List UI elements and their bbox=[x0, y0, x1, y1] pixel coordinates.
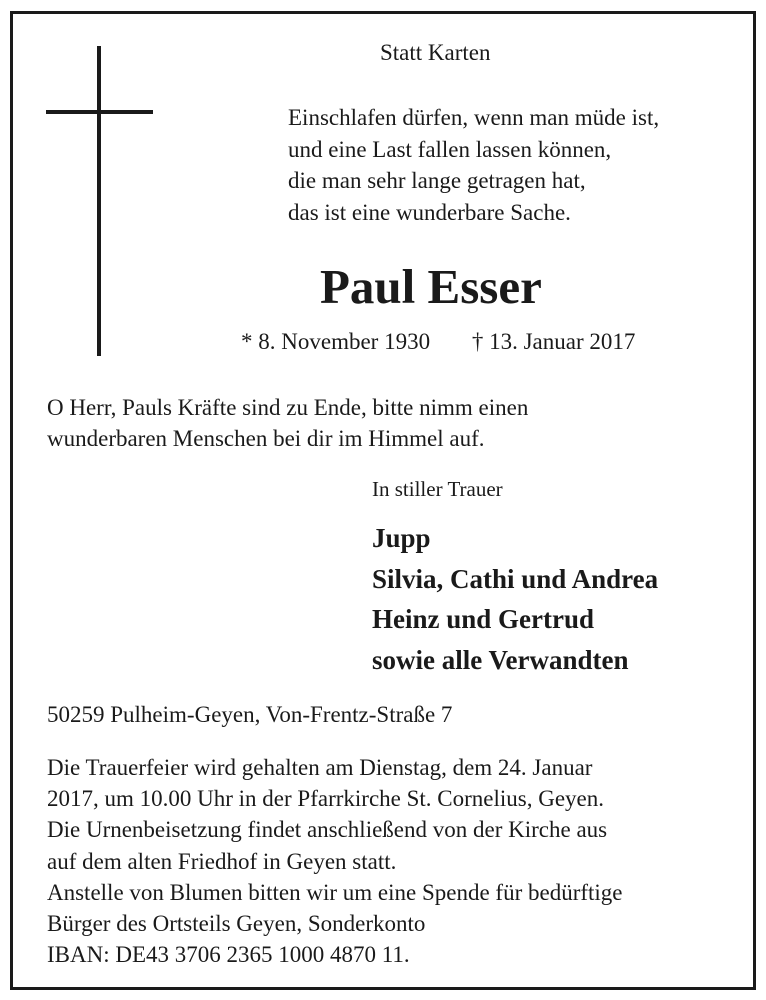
poem-verse bbox=[288, 102, 659, 228]
cross-vertical-bar bbox=[97, 46, 101, 356]
details-line: Bürger des Ortsteils Geyen, Sonderkonto bbox=[47, 911, 426, 937]
mourner-entry: Jupp bbox=[372, 523, 431, 553]
mourners-list bbox=[372, 518, 658, 680]
notice-header: Statt Karten bbox=[380, 40, 491, 65]
mourning-intro: In stiller Trauer bbox=[372, 477, 503, 501]
details-line: 2017, um 10.00 Uhr in der Pfarrkirche St. Cornelius, Geyen. bbox=[47, 786, 605, 812]
poem-line: die man sehr lange getragen hat, bbox=[288, 168, 586, 193]
poem-line: das ist eine wunderbare Sache. bbox=[288, 199, 571, 225]
mourner-entry: sowie alle Verwandten bbox=[372, 644, 629, 675]
prayer-line: wunderbaren Menschen bei dir im Himmel auf. bbox=[47, 426, 485, 451]
details-line: Anstelle von Blumen bitten wir um eine Spende für bedürftige bbox=[47, 879, 623, 905]
death-date: † 13. Januar 2017 bbox=[471, 329, 636, 354]
poem-line: Einschlafen dürfen, wenn man müde ist, bbox=[288, 105, 660, 130]
prayer-text bbox=[47, 392, 528, 454]
mourner-entry: Silvia, Cathi und Andrea bbox=[372, 563, 659, 594]
poem-line: und eine Last fallen lassen können, bbox=[288, 136, 612, 162]
details-line: Die Urnenbeisetzung findet anschließend von der Kirche aus bbox=[47, 817, 608, 843]
mourner-entry: Heinz und Gertrud bbox=[372, 604, 595, 634]
life-dates bbox=[241, 329, 635, 355]
deceased-name: Paul Esser bbox=[320, 259, 542, 314]
service-details bbox=[47, 752, 623, 970]
details-line: Die Trauerfeier wird gehalten am Dienstag, dem 24. Januar bbox=[47, 755, 593, 780]
prayer-line: O Herr, Pauls Kräfte sind zu Ende, bitte nimm einen bbox=[47, 395, 529, 420]
cross-horizontal-bar bbox=[46, 110, 153, 114]
details-line: auf dem alten Friedhof in Geyen statt. bbox=[47, 848, 397, 874]
details-line: IBAN: DE43 3706 2365 1000 4870 11. bbox=[47, 942, 410, 968]
family-address: 50259 Pulheim-Geyen, Von-Frentz-Straße 7 bbox=[47, 702, 453, 727]
birth-date: * 8. November 1930 bbox=[241, 329, 431, 354]
